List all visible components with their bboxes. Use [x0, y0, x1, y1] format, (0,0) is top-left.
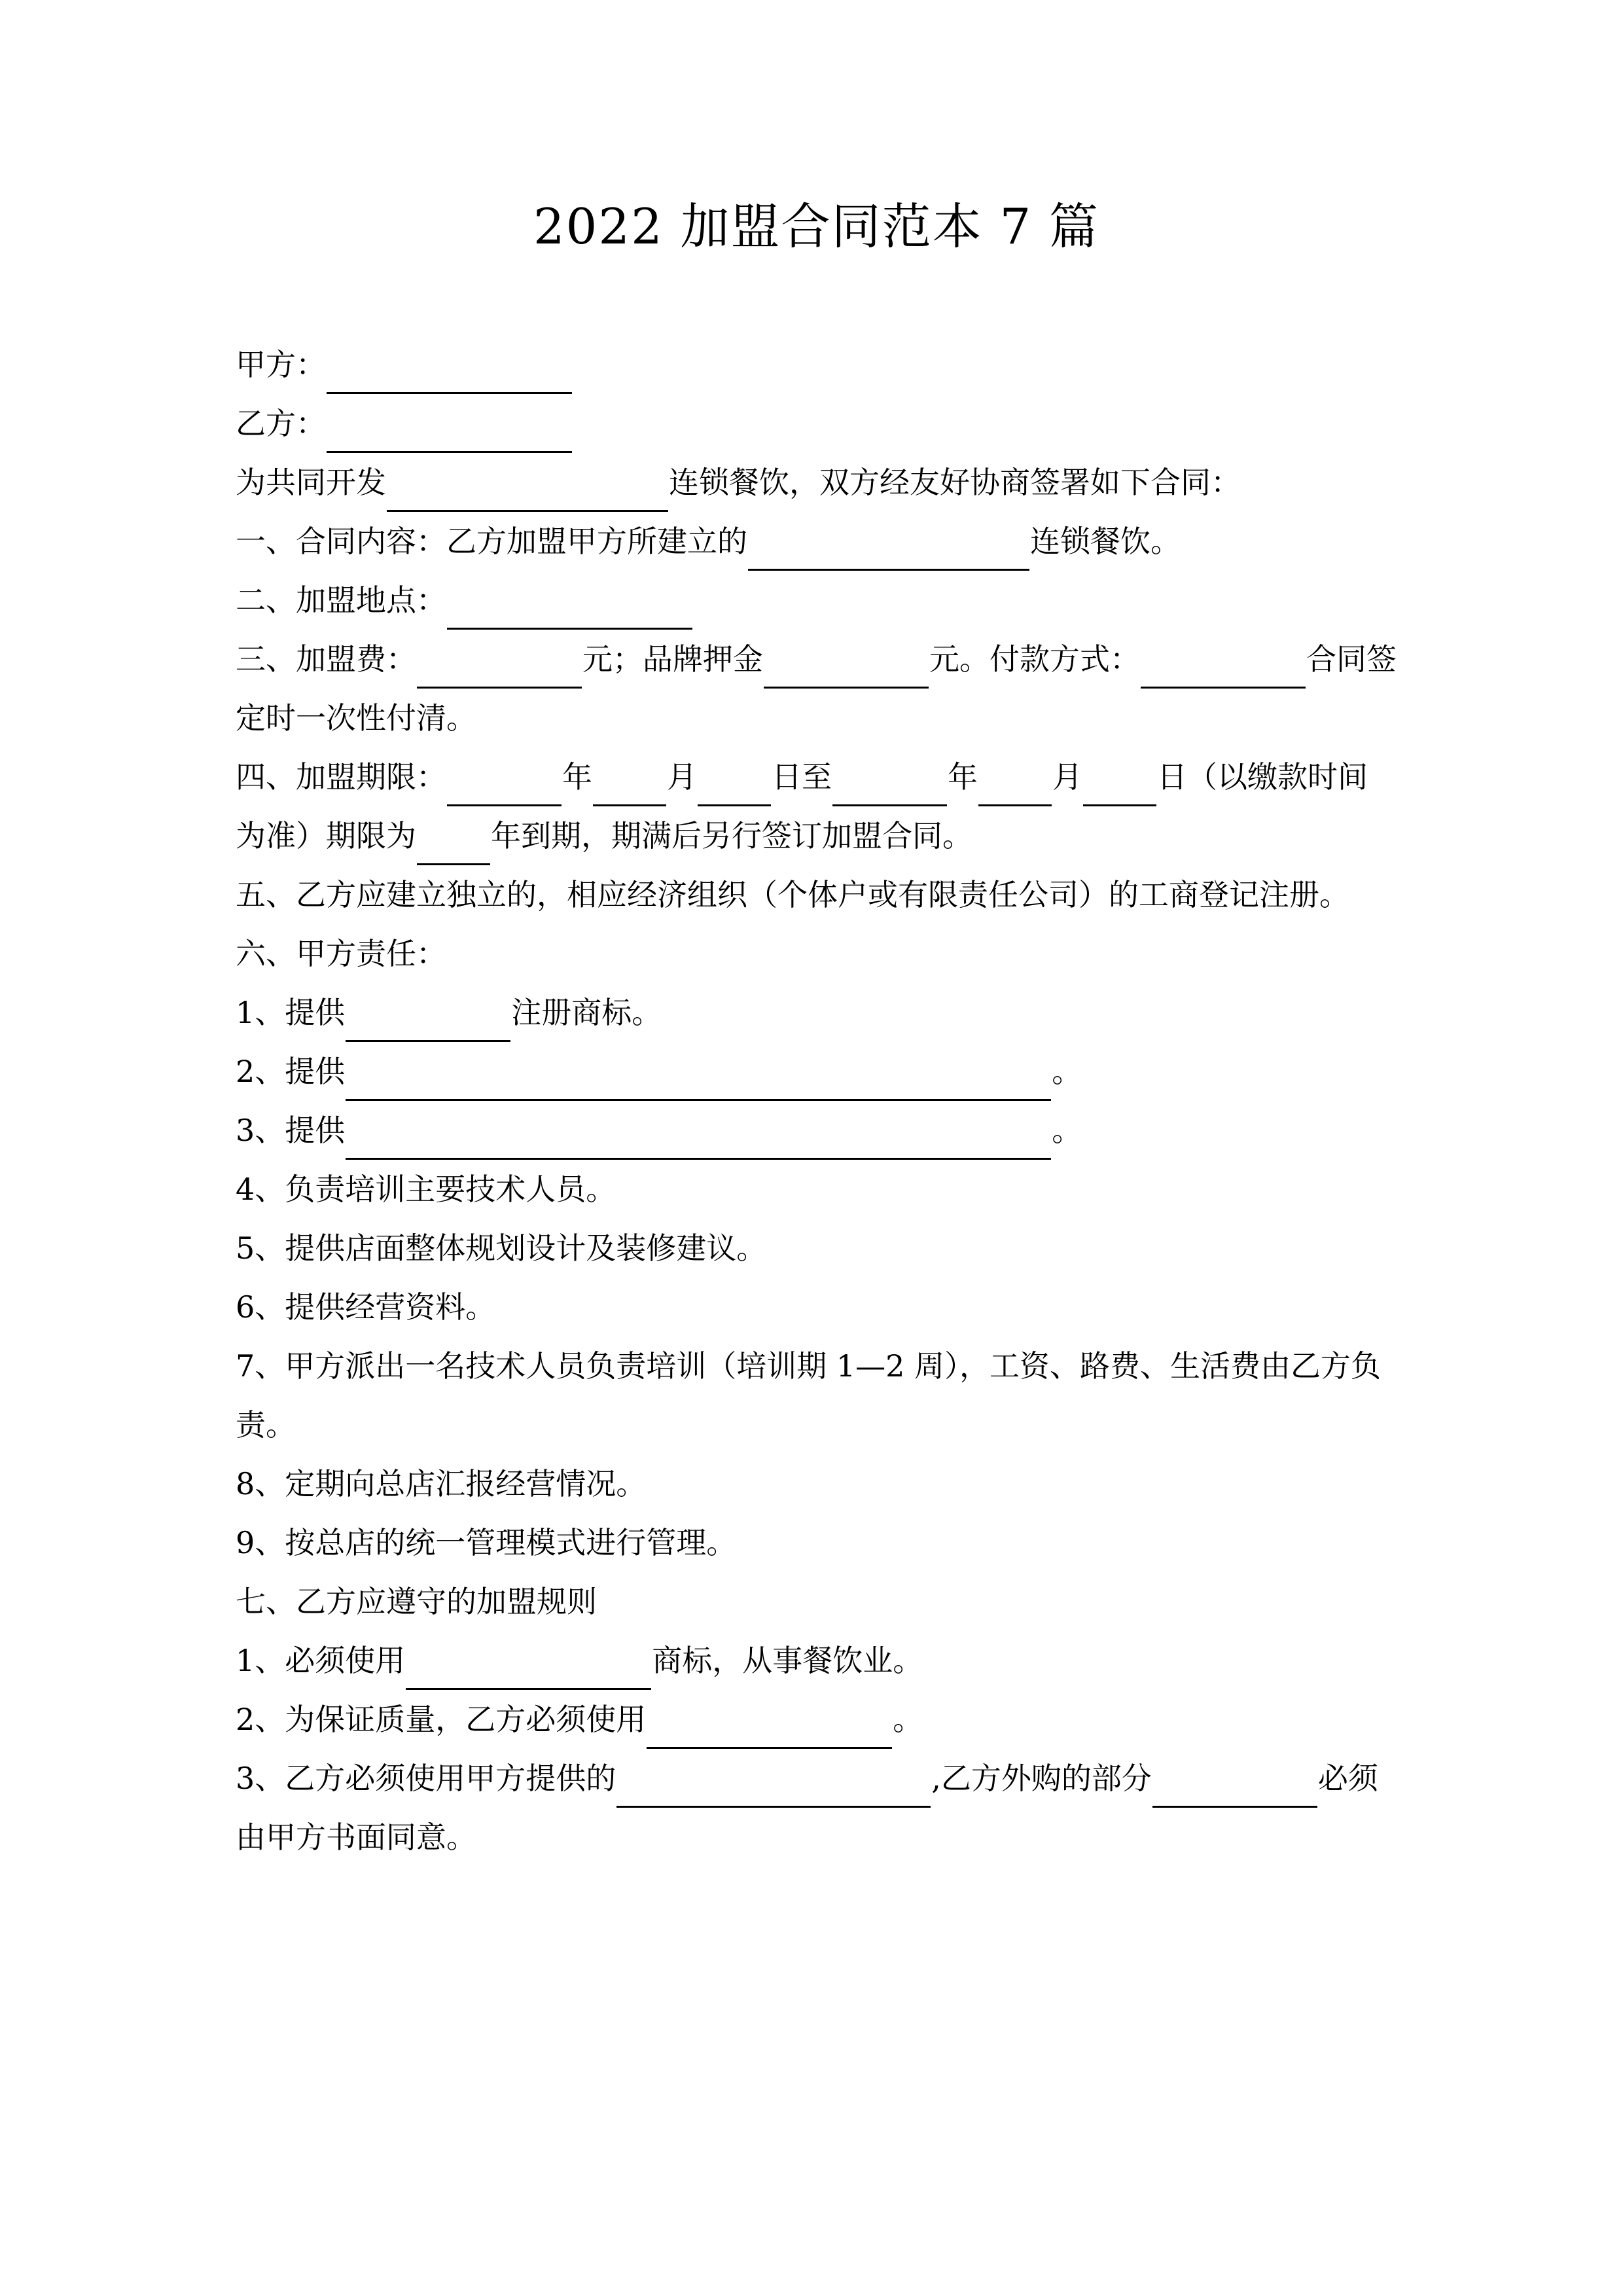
clause-6-item-1-blank-1[interactable] — [346, 1012, 510, 1041]
clause-7-item-2-blank-1[interactable] — [647, 1719, 892, 1748]
clause-7-item-3-blank-3[interactable] — [1152, 1778, 1317, 1807]
clause-2-text-0: 二、加盟地点： — [236, 582, 446, 618]
preamble-tail: 连锁餐饮，双方经友好协商签署如下合同： — [669, 464, 1241, 500]
clause-7-item-2-text-2: 。 — [893, 1701, 923, 1737]
clause-6-item-9 — [236, 1513, 1397, 1572]
page-title: 2022 加盟合同范本 7 篇 — [533, 198, 1100, 255]
clause-5 — [236, 865, 1397, 924]
clause-6-item-3-text-0: 3、提供 — [236, 1112, 346, 1148]
clause-4-blank-5[interactable] — [698, 776, 771, 806]
clause-6-item-7 — [236, 1336, 1397, 1454]
document-body — [236, 335, 1397, 1867]
clause-7-item-3 — [236, 1749, 1397, 1867]
clause-4-text-10: 月 — [1052, 759, 1082, 795]
clause-4-blank-7[interactable] — [832, 776, 947, 806]
clause-6-item-3 — [236, 1101, 1397, 1160]
clause-6-heading — [236, 924, 1397, 983]
clause-5-text-0: 五、乙方应建立独立的，相应经济组织（个体户或有限责任公司）的工商登记注册。 — [236, 876, 1349, 912]
clause-list — [236, 512, 1397, 1867]
clause-6-heading-text-0: 六、甲方责任： — [236, 935, 446, 971]
clause-1-blank-1[interactable] — [748, 541, 1029, 570]
clause-7-item-1-text-2: 商标，从事餐饮业。 — [652, 1642, 923, 1678]
clause-6-item-8-text-0: 8、定期向总店汇报经营情况。 — [236, 1465, 647, 1501]
clause-3-blank-1[interactable] — [417, 658, 582, 688]
clause-4-text-8: 年 — [948, 759, 978, 795]
party-a-label: 甲方： — [236, 346, 326, 382]
clause-6-item-1-text-0: 1、提供 — [236, 994, 346, 1030]
clause-6-item-8 — [236, 1454, 1397, 1513]
clause-7-item-2-text-0: 2、为保证质量，乙方必须使用 — [236, 1701, 647, 1737]
clause-3-text-0: 三、加盟费： — [236, 641, 416, 677]
clause-4-blank-1[interactable] — [447, 776, 562, 806]
clause-4-blank-11[interactable] — [1083, 776, 1156, 806]
clause-2-blank-1[interactable] — [447, 600, 692, 629]
clause-4-text-0: 四、加盟期限： — [236, 759, 446, 795]
party-a-line — [236, 335, 1397, 394]
clause-4-text-4: 月 — [667, 759, 697, 795]
clause-4-blank-3[interactable] — [593, 776, 666, 806]
clause-6-item-6 — [236, 1278, 1397, 1336]
clause-6-item-1-text-2: 注册商标。 — [511, 994, 662, 1030]
clause-3-blank-5[interactable] — [1141, 658, 1306, 688]
clause-6-item-1 — [236, 983, 1397, 1042]
clause-6-item-4 — [236, 1160, 1397, 1219]
party-a-blank[interactable] — [327, 364, 572, 393]
clause-6-item-5 — [236, 1219, 1397, 1278]
clause-3-text-6: 合同签定时一次性付清。 — [236, 641, 1397, 736]
clause-3-text-2: 元；品牌押金 — [582, 641, 763, 677]
clause-7-item-1-text-0: 1、必须使用 — [236, 1642, 406, 1678]
clause-4-blank-9[interactable] — [978, 776, 1052, 806]
clause-6-item-2 — [236, 1042, 1397, 1101]
clause-4-text-6: 日至 — [772, 759, 832, 795]
clause-7-item-3-text-0: 3、乙方必须使用甲方提供的 — [236, 1760, 616, 1796]
clause-2 — [236, 571, 1397, 630]
clause-6-item-3-text-2: 。 — [1052, 1112, 1082, 1148]
clause-7-heading-text-0: 七、乙方应遵守的加盟规则 — [236, 1583, 597, 1619]
clause-6-item-3-blank-1[interactable] — [346, 1130, 1051, 1159]
clause-7-item-1-blank-1[interactable] — [406, 1660, 651, 1689]
party-b-blank[interactable] — [327, 423, 572, 452]
clause-6-item-2-text-0: 2、提供 — [236, 1053, 346, 1089]
preamble-line — [236, 453, 1397, 512]
preamble-lead: 为共同开发 — [236, 464, 386, 500]
clause-6-item-2-text-2: 。 — [1052, 1053, 1082, 1089]
clause-3-blank-3[interactable] — [764, 658, 929, 688]
clause-6-item-4-text-0: 4、负责培训主要技术人员。 — [236, 1171, 616, 1207]
clause-1 — [236, 512, 1397, 571]
clause-7-heading — [236, 1572, 1397, 1631]
party-b-label: 乙方： — [236, 405, 326, 441]
clause-4-text-12: 日（以缴款时间为准）期限为 — [236, 759, 1368, 853]
clause-4-text-14: 年到期，期满后另行签订加盟合同。 — [491, 817, 972, 853]
clause-6-item-5-text-0: 5、提供店面整体规划设计及装修建议。 — [236, 1230, 767, 1266]
clause-4-blank-13[interactable] — [417, 835, 490, 865]
clause-7-item-2 — [236, 1690, 1397, 1749]
clause-7-item-3-text-4: 必须由甲方书面同意。 — [236, 1760, 1378, 1855]
clause-3 — [236, 630, 1397, 747]
preamble-blank[interactable] — [387, 482, 668, 511]
clause-6-item-7-text-0: 7、甲方派出一名技术人员负责培训（培训期 1—2 周），工资、路费、生活费由乙方负责。 — [236, 1348, 1382, 1443]
clause-4-text-2: 年 — [562, 759, 592, 795]
clause-6-item-2-blank-1[interactable] — [346, 1071, 1051, 1100]
clause-6-item-9-text-0: 9、按总店的统一管理模式进行管理。 — [236, 1524, 737, 1560]
clause-7-item-3-blank-1[interactable] — [616, 1778, 931, 1807]
party-b-line — [236, 394, 1397, 453]
clause-1-text-2: 连锁餐饮。 — [1030, 523, 1181, 559]
clause-3-text-4: 元。付款方式： — [929, 641, 1140, 677]
clause-1-text-0: 一、合同内容：乙方加盟甲方所建立的 — [236, 523, 747, 559]
clause-7-item-3-text-2: ,乙方外购的部分 — [931, 1760, 1152, 1796]
clause-4 — [236, 747, 1397, 865]
clause-6-item-6-text-0: 6、提供经营资料。 — [236, 1289, 496, 1325]
clause-7-item-1 — [236, 1631, 1397, 1690]
